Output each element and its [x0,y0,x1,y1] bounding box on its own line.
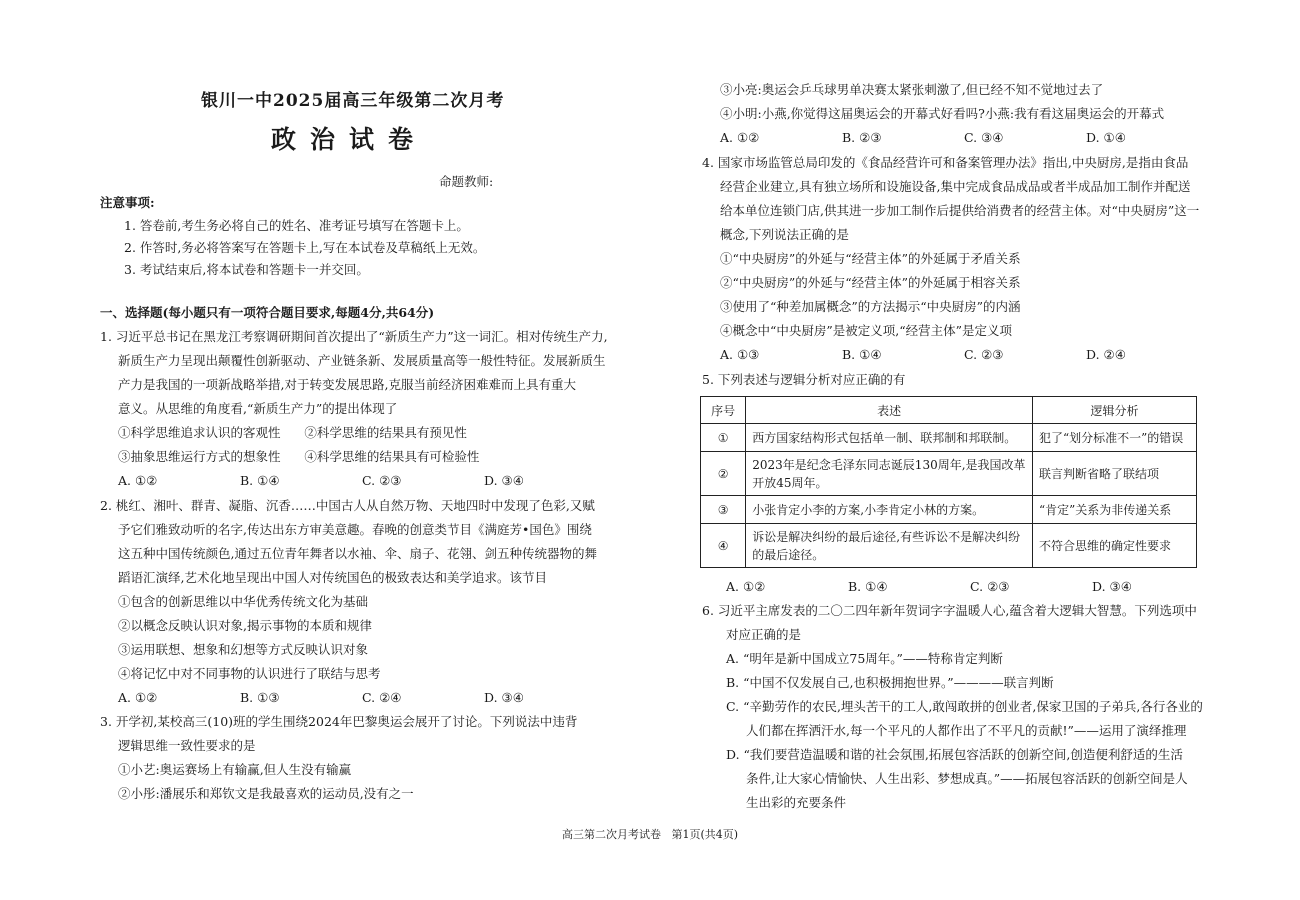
option-d: D. ③④ [484,473,524,488]
statement-item: ④将记忆中对不同事物的认识进行了联结与思考 [118,666,381,681]
table-header-desc: 表述 [746,397,1033,424]
answer-options [720,126,1208,150]
question-2 [100,494,606,710]
statement-item: ④概念中“中央厨房”是被定义项,“经营主体”是定义项 [720,323,1013,338]
question-3 [100,710,577,806]
question-line: 经营企业建立,具有独立场所和设施设备,集中完成食品成品或者半成品加工制作并配送 [720,179,1191,194]
table-header-num: 序号 [701,397,746,424]
notice-heading: 注意事项: [100,195,155,210]
option-b: B. ①③ [240,690,280,705]
answer-options [100,469,608,493]
answer-options [726,575,1214,599]
question-line: 这五种中国传统颜色,通过五位青年舞者以水袖、伞、扇子、花翎、剑五种传统器物的舞 [118,546,597,561]
option-d: D. ①④ [1086,130,1126,145]
option-c: C. ②③ [970,579,1010,594]
choice-b: B. “中国不仅发展自己,也积极拥抱世界。”————联言判断 [726,675,1054,690]
notice-item: 2. 作答时,务必将答案写在答题卡上,写在本试卷及草稿纸上无效。 [124,240,486,255]
question-line: 1. 习近平总书记在黑龙江考察调研期间首次提出了“新质生产力”这一词汇。相对传统生产力, [100,329,608,344]
row-desc: 小张肯定小李的方案,小李肯定小林的方案。 [746,496,1033,524]
question-line: 意义。从思维的角度看,“新质生产力”的提出体现了 [118,401,398,416]
section-heading: 一、选择题(每小题只有一项符合题目要求,每题4分,共64分) [100,305,435,320]
logic-table [700,396,1197,568]
row-num: ② [701,452,746,496]
row-analysis: 联言判断省略了联结项 [1032,452,1196,496]
notice-item: 3. 考试结束后,将本试卷和答题卡一并交回。 [124,262,369,277]
statement-item: ③运用联想、想象和幻想等方式反映认识对象 [118,642,369,657]
option-a: A. ①② [726,579,766,594]
answer-options [100,686,606,710]
option-d: D. ③④ [484,690,524,705]
option-c: C. ②③ [964,347,1004,362]
question-5-stem: 5. 下列表述与逻辑分析对应正确的有 [702,372,906,387]
question-line: 蹈语汇演绎,艺术化地呈现出中国人对传统国色的极致表达和美学追求。该节目 [118,570,547,585]
statement-item: ②小彤:潘展乐和郑钦文是我最喜欢的运动员,没有之一 [118,786,414,801]
question-line: 新质生产力呈现出颠覆性创新驱动、产业链条新、发展质量高等一般性特征。发展新质生 [118,353,606,368]
option-c: C. ③④ [964,130,1004,145]
option-b: B. ①④ [848,579,888,594]
choice-d-cont: 生出彩的充要条件 [746,795,847,810]
question-line: 2. 桃红、湘叶、群青、凝脂、沉香……中国古人从自然万物、天地四时中发现了色彩,又赋 [100,498,595,513]
row-analysis: 不符合思维的确定性要求 [1032,524,1196,568]
question-line: 予它们雅致动听的名字,传达出东方审美意趣。春晚的创意类节目《满庭芳•国色》围绕 [118,522,592,537]
question-line: 4. 国家市场监管总局印发的《食品经营许可和备案管理办法》指出,中央厨房,是指由食品 [702,155,1189,170]
question-line: 逻辑思维一致性要求的是 [118,738,256,753]
choice-d: D. “我们要营造温暖和谐的社会氛围,拓展包容活跃的创新空间,创造便利舒适的生活 [726,747,1183,762]
option-d: D. ②④ [1086,347,1126,362]
question-line: 产力是我国的一项新战略举措,对于转变发展思路,克服当前经济困难难而上具有重大 [118,377,576,392]
statement-item: ③小亮:奥运会乒乓球男单决赛太紧张刺激了,但已经不知不觉地过去了 [720,82,1104,97]
table-row [701,452,1197,496]
option-d: D. ③④ [1092,579,1132,594]
table-header-row [701,397,1197,424]
row-analysis: “肯定”关系为非传递关系 [1032,496,1196,524]
notice-item: 1. 答卷前,考生务必将自己的姓名、准考证号填写在答题卡上。 [124,218,469,233]
page-footer: 高三第二次月考试卷 第1页(共4页) [561,828,739,841]
choice-c-cont: 人们都在挥洒汗水,每一个平凡的人都作出了不平凡的贡献!”——运用了演绎推理 [746,723,1187,738]
question-3-continued [720,78,1208,150]
question-6 [702,599,1203,815]
statement-item: ①包含的创新思维以中华优秀传统文化为基础 [118,594,369,609]
statement-item: ①科学思维追求认识的客观性 ②科学思维的结果具有预见性 [118,425,467,440]
table-row [701,424,1197,452]
choice-d-cont: 条件,让大家心情愉快、人生出彩、梦想成真。”——拓展包容活跃的创新空间是人 [746,771,1188,786]
option-c: C. ②④ [362,690,402,705]
question-4 [702,151,1208,367]
row-desc: 西方国家结构形式包括单一制、联邦制和邦联制。 [746,424,1033,452]
subject-title: 政治试卷 [271,125,428,154]
statement-item: ②以概念反映认识对象,揭示事物的本质和规律 [118,618,372,633]
statement-item: ②“中央厨房”的外延与“经营主体”的外延属于相容关系 [720,275,1021,290]
table-header-analysis: 逻辑分析 [1032,397,1196,424]
statement-item: ③使用了“种差加属概念”的方法揭示“中央厨房”的内涵 [720,299,1021,314]
option-b: B. ①④ [240,473,280,488]
statement-item: ③抽象思维运行方式的想象性 ④科学思维的结果具有可检验性 [118,449,480,464]
choice-c: C. “辛勤劳作的农民,埋头苦干的工人,敢闯敢拼的创业者,保家卫国的子弟兵,各行各业的 [726,699,1203,714]
statement-item: ①“中央厨房”的外延与“经营主体”的外延属于矛盾关系 [720,251,1021,266]
table-row [701,496,1197,524]
row-num: ③ [701,496,746,524]
exam-title: 银川一中2025届高三年级第二次月考 [201,91,505,111]
statement-item: ④小明:小燕,你觉得这届奥运会的开幕式好看吗?小燕:我有看这届奥运会的开幕式 [720,106,1165,121]
option-c: C. ②③ [362,473,402,488]
option-a: A. ①② [118,473,158,488]
question-line: 给本单位连锁门店,供其进一步加工制作后提供给消费者的经营主体。对“中央厨房”这一 [720,203,1200,218]
question-1 [100,325,608,493]
setter-label: 命题教师: [439,174,494,189]
table-row [701,524,1197,568]
choice-a: A. “明年是新中国成立75周年。”——特称肯定判断 [726,651,1003,666]
option-a: A. ①③ [720,347,760,362]
row-analysis: 犯了“划分标准不一”的错误 [1032,424,1196,452]
row-desc: 2023年是纪念毛泽东同志诞辰130周年,是我国改革开放45周年。 [746,452,1033,496]
row-desc: 诉讼是解决纠纷的最后途径,有些诉讼不是解决纠纷的最后途径。 [746,524,1033,568]
option-b: B. ②③ [842,130,882,145]
option-a: A. ①② [720,130,760,145]
question-line: 概念,下列说法正确的是 [720,227,849,242]
question-line: 对应正确的是 [726,627,802,642]
answer-options [702,343,1208,367]
statement-item: ①小艺:奥运赛场上有输赢,但人生没有输赢 [118,762,352,777]
question-line: 3. 开学初,某校高三(10)班的学生围绕2024年巴黎奥运会展开了讨论。下列说法中违背 [100,714,578,729]
question-line: 6. 习近平主席发表的二〇二四年新年贺词字字温暖人心,蕴含着大逻辑大智慧。下列选项中 [702,603,1197,618]
row-num: ① [701,424,746,452]
option-a: A. ①② [118,690,158,705]
option-b: B. ①④ [842,347,882,362]
row-num: ④ [701,524,746,568]
